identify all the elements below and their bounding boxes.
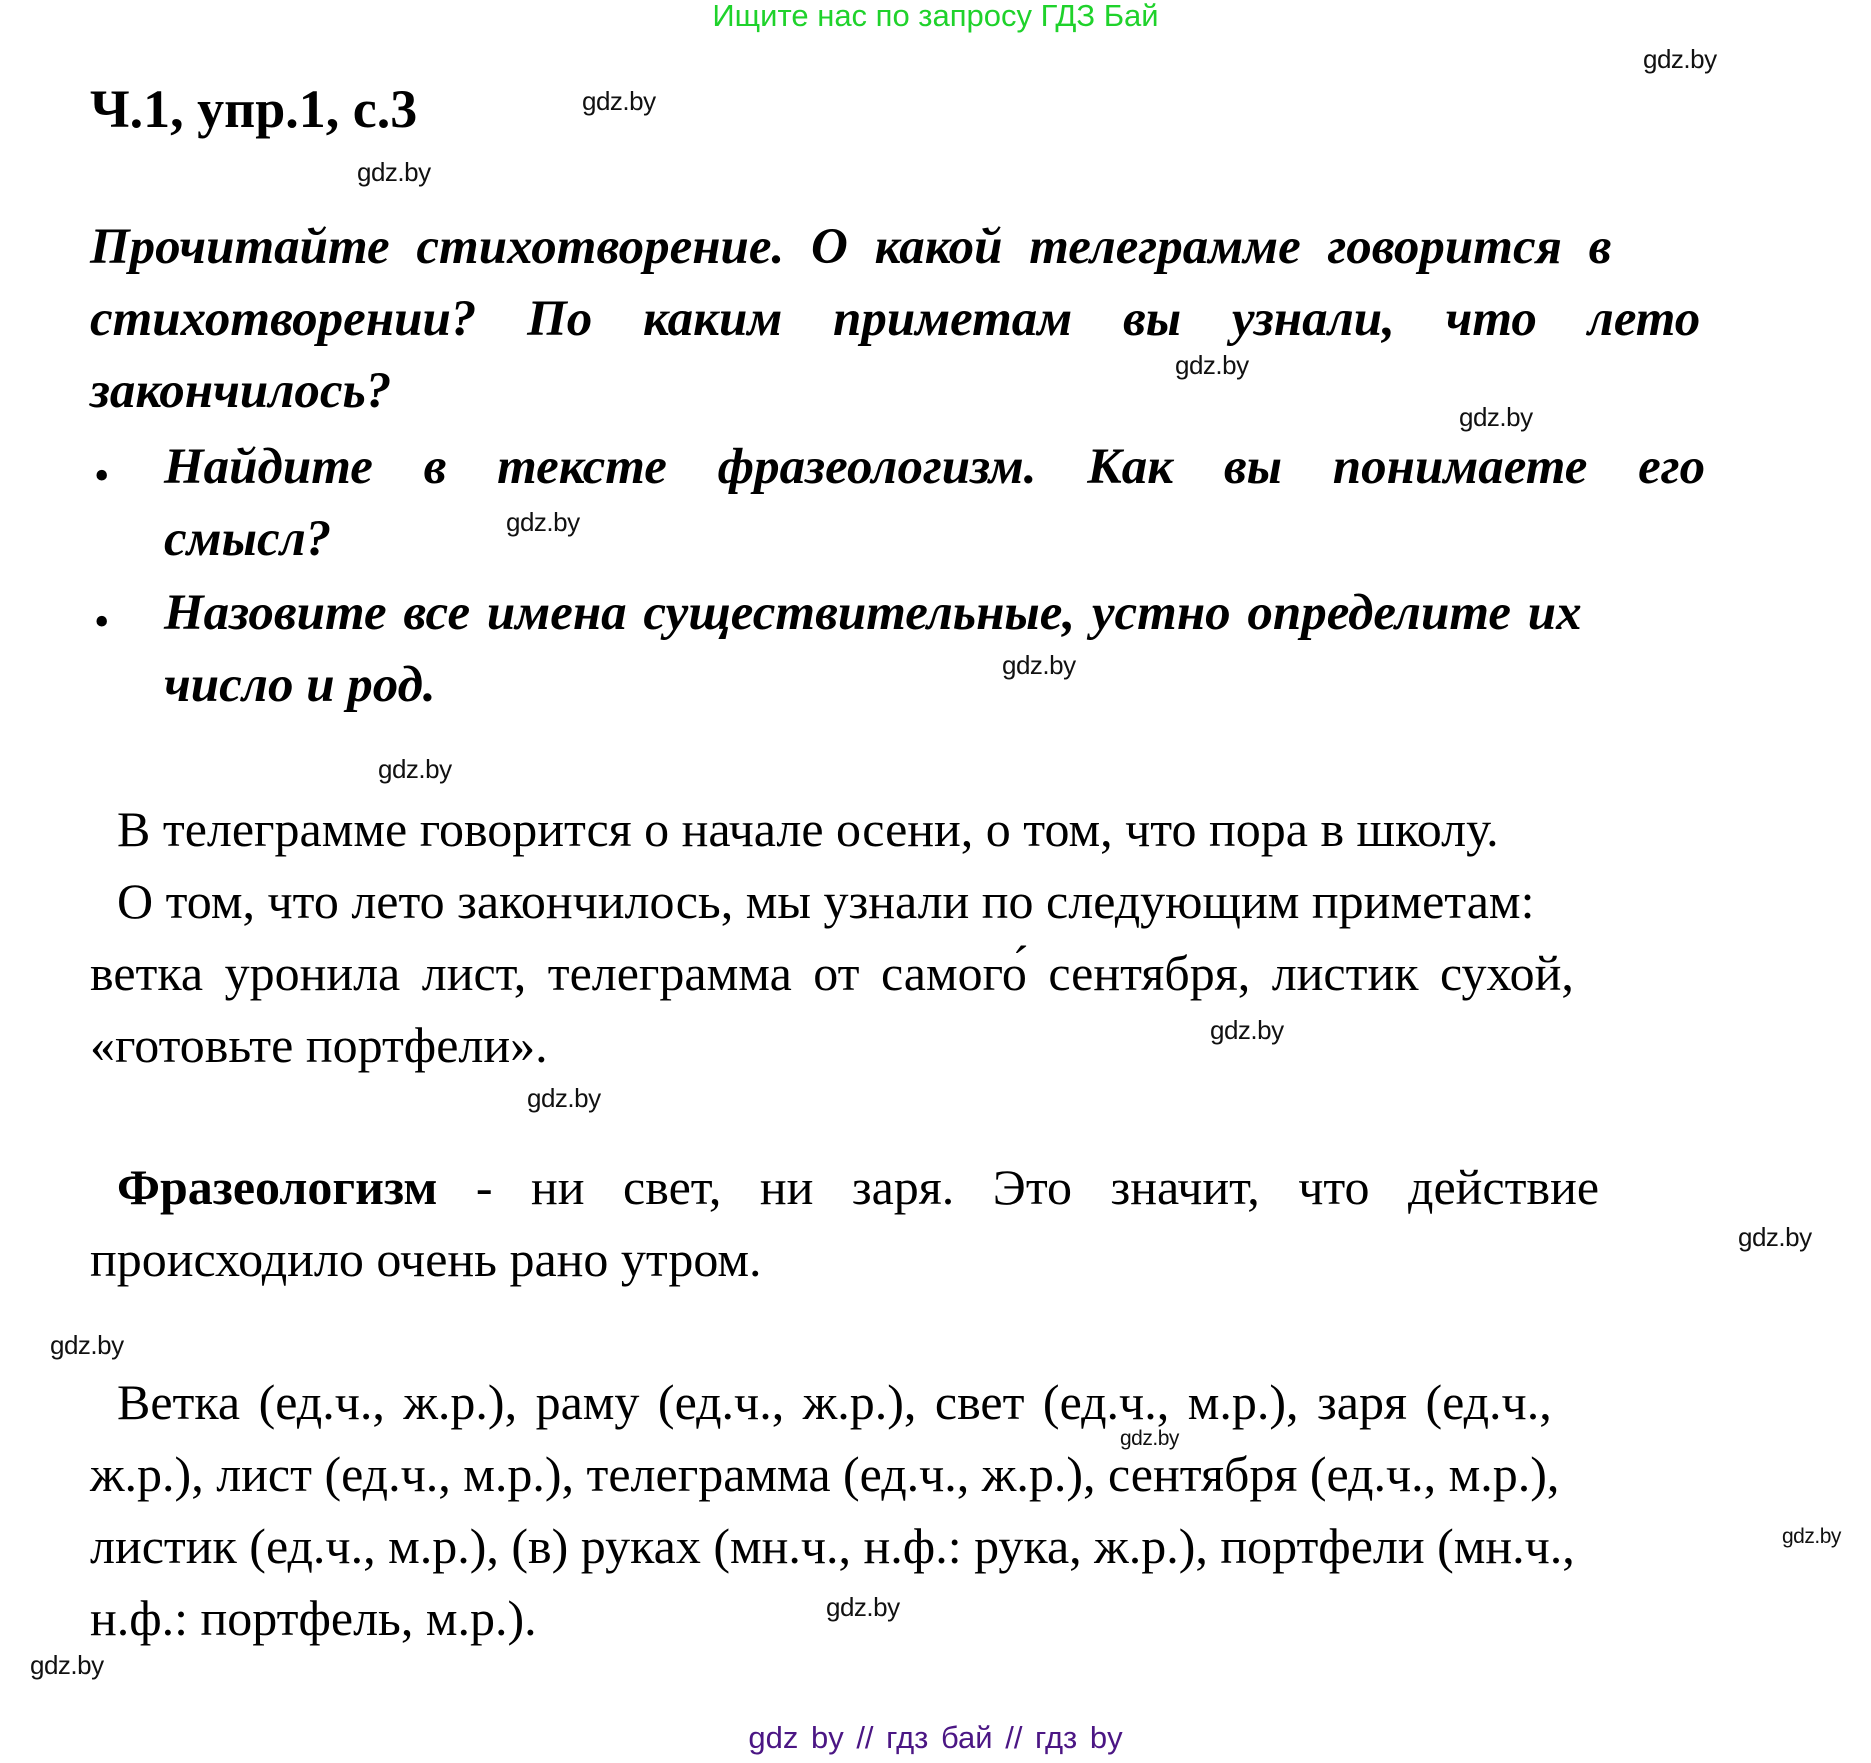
watermark: gdz.by — [582, 86, 656, 116]
watermark: gdz.by — [1643, 44, 1717, 74]
watermark: gdz.by — [357, 157, 431, 187]
answer-paragraph-2-line: «готовьте портфели». — [90, 1017, 548, 1073]
watermark: gdz.by — [1782, 1525, 1841, 1548]
watermark: gdz.by — [1120, 1427, 1179, 1450]
answer-paragraph-2-line: ветка уронила лист, телеграмма от самого́ сентября, листик сухой, — [90, 945, 1574, 1001]
answer-paragraph-2-line: О том, что лето закончилось, мы узнали по следующим приметам: — [117, 873, 1535, 929]
watermark: gdz.by — [30, 1650, 104, 1680]
task-question — [90, 218, 1802, 434]
watermark: gdz.by — [1002, 650, 1076, 680]
footer-links[interactable]: gdz by // гдз бай // гдз by — [748, 1720, 1123, 1755]
task-bullet-2: Назовите все имена существительные, устно определите их число и род. — [164, 585, 1582, 713]
watermark: gdz.by — [506, 507, 580, 537]
exercise-title: Ч.1, упр.1, с.3 — [90, 79, 418, 139]
phraseologism-line-1: Фразеологизм - ни свет, ни заря. Это значит, что действие — [117, 1159, 1600, 1215]
nouns-line: ж.р.), лист (ед.ч., м.р.), телеграмма (ед.ч., ж.р.), сентября (ед.ч., м.р.), — [90, 1446, 1560, 1502]
nouns-line: н.ф.: портфель, м.р.). — [90, 1590, 537, 1646]
nouns-line: Ветка (ед.ч., ж.р.), раму (ед.ч., ж.р.), свет (ед.ч., м.р.), заря (ед.ч., — [117, 1374, 1552, 1430]
nouns-line: листик (ед.ч., м.р.), (в) руках (мн.ч., н.ф.: рука, ж.р.), портфели (мн.ч., — [90, 1518, 1575, 1574]
watermark: gdz.by — [1459, 402, 1533, 432]
task-line: закончилось? — [90, 363, 392, 419]
watermark: gdz.by — [826, 1592, 900, 1622]
watermark: gdz.by — [1738, 1222, 1812, 1252]
search-banner[interactable]: Ищите нас по запросу ГДЗ Бай — [712, 0, 1159, 33]
bullet-icon: • — [94, 597, 110, 646]
watermark: gdz.by — [1210, 1015, 1284, 1045]
watermark: gdz.by — [527, 1083, 601, 1113]
watermark: gdz.by — [50, 1330, 124, 1360]
answer-paragraph-1: В телеграмме говорится о начале осени, о том, что пора в школу. — [117, 801, 1499, 857]
task-line: Прочитайте стихотворение. О какой телеграмме говорится в — [90, 219, 1612, 275]
watermark: gdz.by — [1175, 350, 1249, 380]
phraseologism-line-2: происходило очень рано утром. — [90, 1231, 762, 1287]
task-line: стихотворении? По каким приметам вы узнали, что лето — [90, 291, 1701, 347]
task-bullet-1: Найдите в тексте фразеологизм. Как вы понимаете его смысл? — [164, 439, 1706, 567]
phraseologism-label: Фразеологизм — [117, 1159, 438, 1215]
bullet-icon: • — [94, 451, 110, 500]
watermark: gdz.by — [378, 754, 452, 784]
